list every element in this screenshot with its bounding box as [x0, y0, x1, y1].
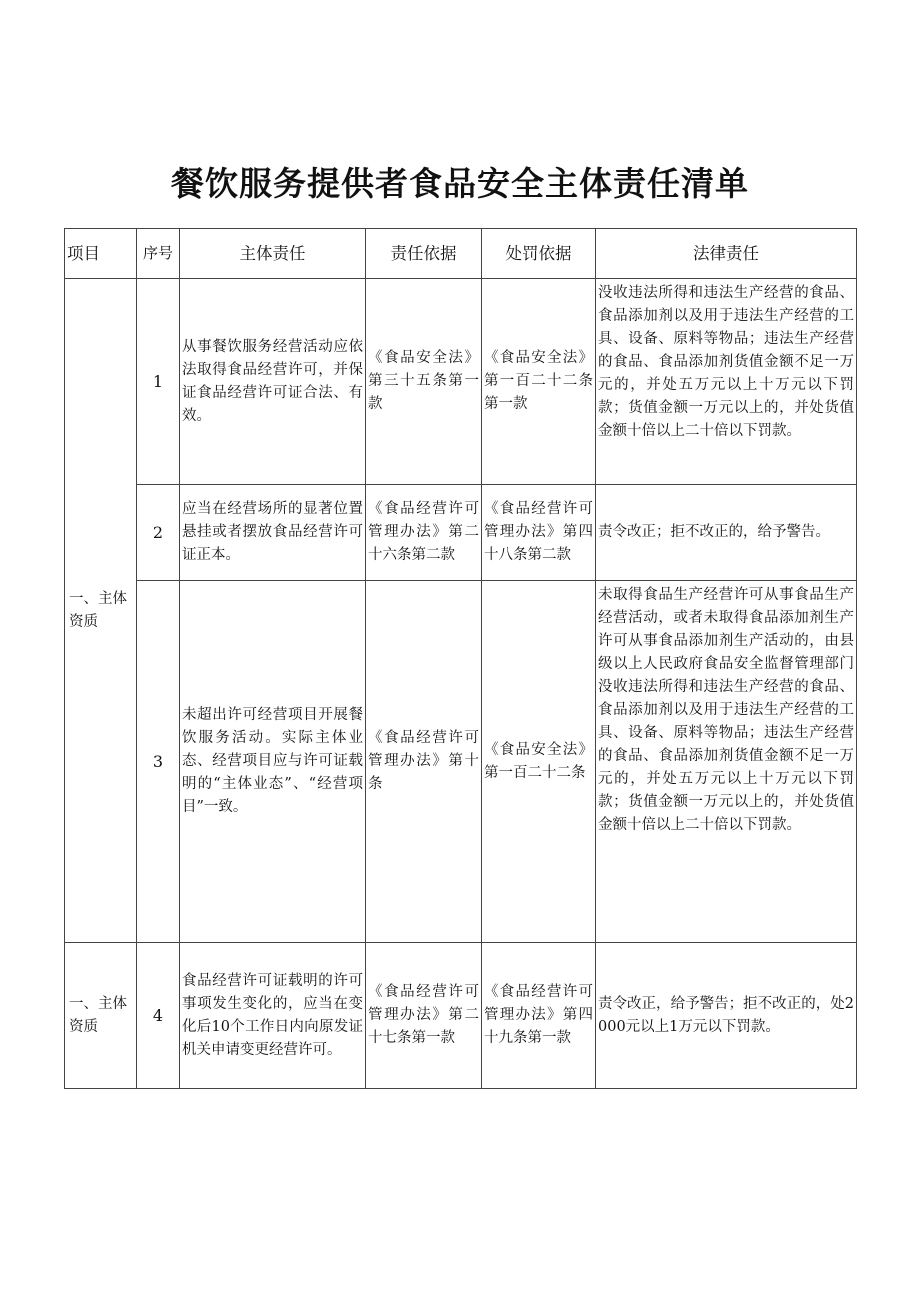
category-cell: 一、主体资质	[65, 279, 137, 943]
table-row	[65, 581, 857, 943]
seq-cell: 3	[137, 581, 180, 943]
page-title: 餐饮服务提供者食品安全主体责任清单	[171, 164, 749, 203]
seq-cell: 1	[137, 279, 180, 485]
table-row	[65, 485, 857, 581]
legal-cell: 责令改正，给予警告；拒不改正的，处2000元以上1万元以下罚款。	[596, 943, 857, 1089]
responsibility-cell: 未超出许可经营项目开展餐饮服务活动。实际主体业态、经营项目应与许可证载明的“主体业态”、“经营项目”一致。	[180, 581, 366, 943]
basis-cell: 《食品经营许可管理办法》第二十六条第二款	[366, 485, 482, 581]
header-legal: 法律责任	[596, 229, 857, 279]
responsibility-cell: 应当在经营场所的显著位置悬挂或者摆放食品经营许可证正本。	[180, 485, 366, 581]
penalty-basis-cell: 《食品经营许可管理办法》第四十八条第二款	[482, 485, 596, 581]
penalty-basis-cell: 《食品经营许可管理办法》第四十九条第一款	[482, 943, 596, 1089]
responsibility-table	[64, 228, 857, 1089]
responsibility-cell: 食品经营许可证载明的许可事项发生变化的，应当在变化后10个工作日内向原发证机关申请变更经营许可。	[180, 943, 366, 1089]
header-responsibility: 主体责任	[180, 229, 366, 279]
table-row	[65, 279, 857, 485]
category-cell: 一、主体资质	[65, 943, 137, 1089]
seq-cell: 2	[137, 485, 180, 581]
basis-cell: 《食品经营许可管理办法》第十条	[366, 581, 482, 943]
responsibility-cell: 从事餐饮服务经营活动应依法取得食品经营许可，并保证食品经营许可证合法、有效。	[180, 279, 366, 485]
legal-cell: 未取得食品生产经营许可从事食品生产经营活动，或者未取得食品添加剂生产许可从事食品添加剂生产活动的，由县级以上人民政府食品安全监督管理部门没收违法所得和违法生产经营的食品、食品添加剂以及用于违法生产经营的工具、设备、原料等物品；违法生产经营的食品、食品添加剂货值金额不足一万元的，并处五万元以上十万元以下罚款；货值金额一万元以上的，并处货值金额十倍以上二十倍以下罚款。	[596, 581, 857, 943]
header-project: 项目	[65, 229, 137, 279]
penalty-basis-cell: 《食品安全法》第一百二十二条	[482, 581, 596, 943]
seq-cell: 4	[137, 943, 180, 1089]
header-seq: 序号	[137, 229, 180, 279]
table-row	[65, 943, 857, 1089]
legal-cell: 责令改正；拒不改正的，给予警告。	[596, 485, 857, 581]
header-penalty-basis: 处罚依据	[482, 229, 596, 279]
basis-cell: 《食品经营许可管理办法》第二十七条第一款	[366, 943, 482, 1089]
header-basis: 责任依据	[366, 229, 482, 279]
table-header-row	[65, 229, 857, 279]
basis-cell: 《食品安全法》第三十五条第一款	[366, 279, 482, 485]
legal-cell: 没收违法所得和违法生产经营的食品、食品添加剂以及用于违法生产经营的工具、设备、原料等物品；违法生产经营的食品、食品添加剂货值金额不足一万元的，并处五万元以上十万元以下罚款；货值金额一万元以上的，并处货值金额十倍以上二十倍以下罚款。	[596, 279, 857, 485]
penalty-basis-cell: 《食品安全法》第一百二十二条第一款	[482, 279, 596, 485]
